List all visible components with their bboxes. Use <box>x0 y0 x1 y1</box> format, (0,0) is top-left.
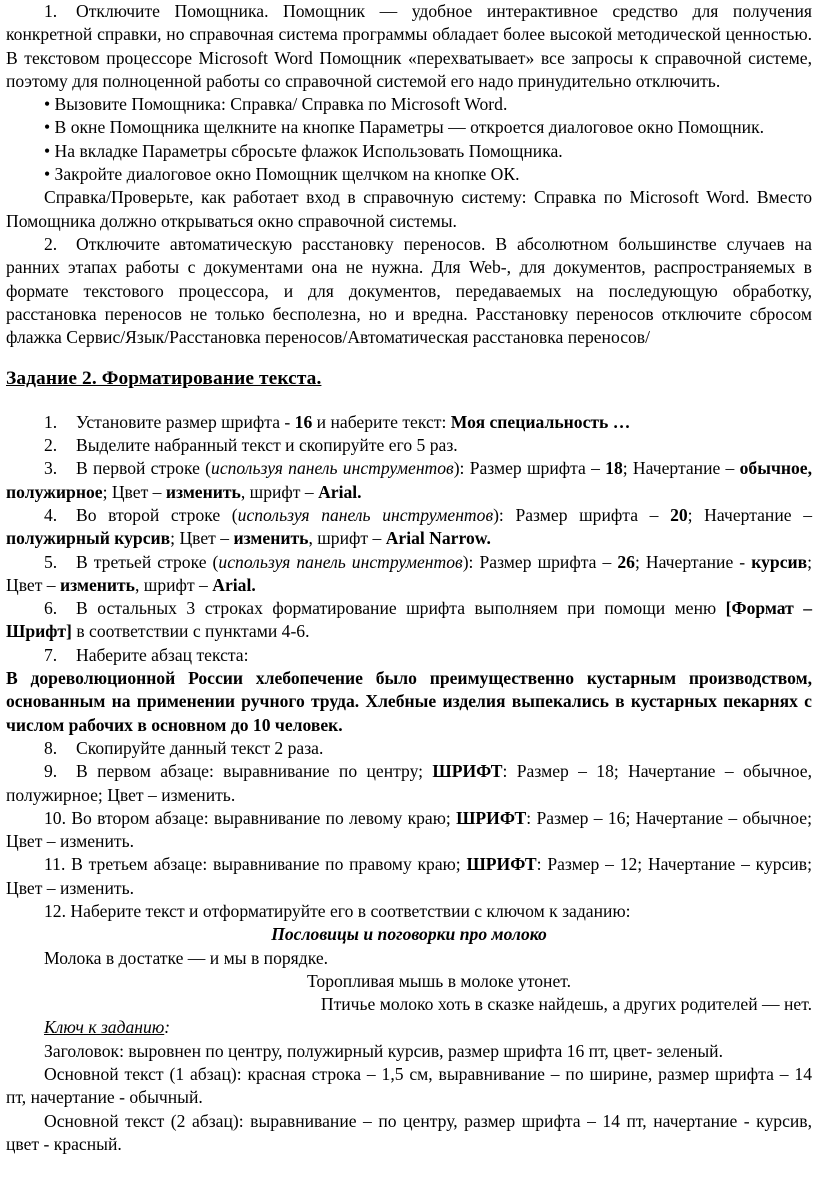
task-item-4: 4. Во второй строке (используя панель инструментов): Размер шрифта – 20; Начертание – полужирный курсив; Цвет – изменить, шрифт – Arial Narrow. <box>6 504 812 549</box>
list-number: 1. <box>44 411 58 432</box>
list-number: 5. <box>44 551 58 572</box>
task-item-12: 12. Наберите текст и отформатируйте его в соответствии с ключом к заданию: <box>44 900 631 921</box>
item-1-paragraph <box>6 0 812 93</box>
list-number: 8. <box>44 737 58 758</box>
task-item-8: 8. Скопируйте данный текст 2 раза. <box>6 737 812 760</box>
proverb-line: Птичье молоко хоть в сказке найдешь, а других родителей — нет. <box>320 994 812 1015</box>
list-number: 7. <box>44 644 58 665</box>
key-item: Основной текст (2 абзац): выравнивание – по центру, размер шрифта – 14 пт, начертание - курсив, цвет - красный. <box>6 1110 812 1154</box>
bread-history-paragraph: В дореволюционной России хлебопечение было преимущественно кустарным производством, основанным на применении ручного труда. Хлебные изделия выпекались в кустарных пекарнях с числом рабочих в основном до 10 человек. <box>6 668 812 735</box>
item-2-paragraph <box>6 233 812 349</box>
proverbs-title: Пословицы и поговорки про молоко <box>271 924 547 945</box>
list-number: 11. <box>44 854 66 875</box>
task-item-7: 7. Наберите абзац текста: <box>6 644 812 667</box>
task-item-10: 10. Во втором абзаце: выравнивание по левому краю; ШРИФТ: Размер – 16; Начертание – обычное; Цвет – изменить. <box>6 807 812 852</box>
task-item-11: 11. В третьем абзаце: выравнивание по правому краю; ШРИФТ: Размер – 12; Начертание – курсив; Цвет – изменить. <box>6 854 812 898</box>
task-item-6: 6. В остальных 3 строках форматирование шрифта выполняем при помощи меню [Формат – Шрифт] в соответствии с пунктами 4-6. <box>6 598 812 642</box>
help-check-paragraph: Справка/Проверьте, как работает вход в справочную систему: Справка по Microsoft Word. Вместо Помощника должно открываться окно справочной системы. <box>6 187 812 231</box>
key-title: Ключ к заданию <box>44 1017 165 1038</box>
task-item-2: 2. Выделите набранный текст и скопируйте его 5 раз. <box>6 434 812 457</box>
proverb-line: Молока в достатке — и мы в порядке. <box>44 947 329 968</box>
section-heading: Задание 2. Форматирование текста. <box>6 368 322 390</box>
list-number: 3. <box>44 458 58 479</box>
bullet-item: • Закройте диалоговое окно Помощник щелчком на кнопке ОК. <box>44 164 520 185</box>
list-number: 12. <box>44 900 66 921</box>
task-item-3: 3. В первой строке (используя панель инструментов): Размер шрифта – 18; Начертание – обычное, полужирное; Цвет – изменить, шрифт – Arial. <box>6 458 813 502</box>
item-2-text: Отключите автоматическую расстановку переносов. В абсолютном большинстве случаев на ранних этапах работы с документами она не нужна. Для Web-, для документов, распространяемых в формате текстового процессора, и для документов, передаваемых на последующую обработку, расстановка переносов не только бесполезна, но и вредна. Расстановку переносов отключите сбросом флажка Сервис/Язык/Расстановка переносов/Автоматическая расстановка переносов/ <box>6 233 812 348</box>
list-number: 9. <box>44 761 58 782</box>
bullet-item: • На вкладке Параметры сбросьте флажок Использовать Помощника. <box>44 140 563 161</box>
list-number: 2. <box>44 233 58 254</box>
proverb-line: Торопливая мышь в молоке утонет. <box>306 970 572 991</box>
list-number: 6. <box>44 598 58 619</box>
item-1-text: Отключите Помощника. Помощник — удобное интерактивное средство для получения конкретной справки, но справочная система программы обладает более высокой методической ценностью. В текстовом процессоре Microsoft Word Помощник «перехватывает» все запросы к справочной системе, поэтому для полноценной работы со справочной системой его надо принудительно отключить. <box>6 1 812 91</box>
list-number: 1. <box>44 1 58 21</box>
bullet-item: • В окне Помощника щелкните на кнопке Параметры — откроется диалоговое окно Помощник. <box>44 117 765 138</box>
key-item: Заголовок: выровнен по центру, полужирный курсив, размер шрифта 16 пт, цвет- зеленый. <box>44 1040 723 1061</box>
list-number: 10. <box>44 807 66 828</box>
list-number: 4. <box>44 504 58 525</box>
key-item: Основной текст (1 абзац): красная строка – 1,5 см, выравнивание – по ширине, размер шрифта – 14 пт, начертание - обычный. <box>6 1064 812 1108</box>
key-title-line: Ключ к заданию: <box>44 1017 171 1038</box>
task-item-5: 5. В третьей строке (используя панель инструментов): Размер шрифта – 26; Начертание - курсив; Цвет – изменить, шрифт – Arial. <box>6 551 813 595</box>
task-item-9: 9. В первом абзаце: выравнивание по центру; ШРИФТ: Размер – 18; Начертание – обычное, полужирное; Цвет – изменить. <box>6 761 813 805</box>
list-number: 2. <box>44 435 58 456</box>
bullet-item: • Вызовите Помощника: Справка/ Справка по Microsoft Word. <box>44 94 508 115</box>
task-item-1: 1. Установите размер шрифта - 16 и наберите текст: Моя специальность … <box>6 411 812 434</box>
